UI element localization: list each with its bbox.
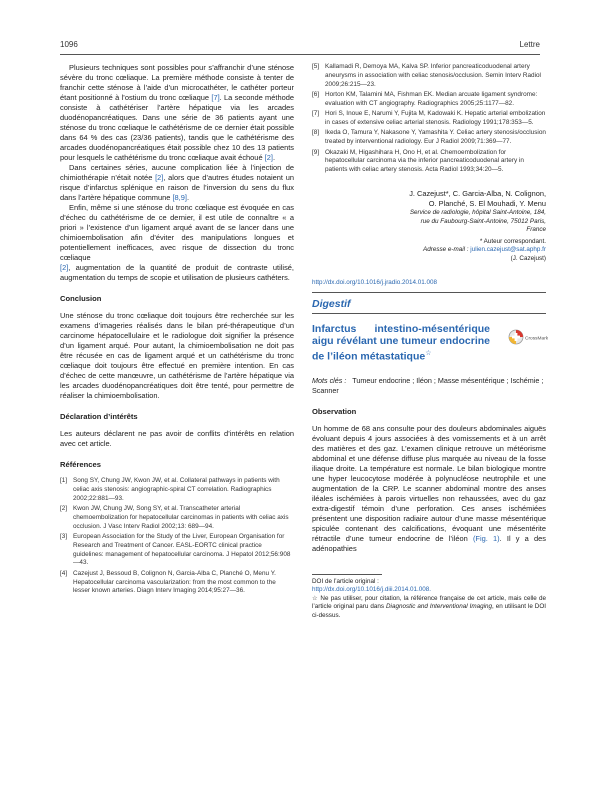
reference-item: [3] European Association for the Study of the Liver, European Organisation for Research and Treatment of Cancer. EASL-EORTC clinical practice guidelines: management of hepatocellular carcinoma. J Hepatol 2012;56:908—43. (60, 532, 291, 567)
citation-link[interactable]: [2] (60, 263, 69, 272)
doi-link[interactable]: http://dx.doi.org/10.1016/j.jradio.2014.01.008 (312, 278, 437, 286)
paragraph: Plusieurs techniques sont possibles pour s’affranchir d’une sténose sévère du tronc cœliaque. La première méthode consiste à tenter de franchir cette sténose à l’aide d’un microcathéter, le cathéter porteur étant positionné à l’ostium du tronc cœliaque [7]. La seconde méthode consiste à cathétériser l’artère hépatique via les arcades duodénopancréatiques. Dans une série de 36 patients ayant une sténose du tronc cœliaque le cathétérisme de ce dernier était possible dans 64 % des cas (23/36 patients), tandis que le cathétérisme des arcades duodénopancréatiques était possible chez 10 des 13 patients pour lesquels le cathétérisme du tronc cœliaque avait échoué [2]. (60, 63, 294, 162)
reference-list-right (312, 63, 546, 175)
header-rule (60, 54, 540, 55)
article-title: Infarctus intestino-mésentérique aigu révélant une tumeur endocrine de l’iléon métastatique☆ (312, 322, 490, 362)
footnote: ☆ Ne pas utiliser, pour citation, la référence française de cet article, mais celle de l’article original paru dans Diagnostic and Interventional Imaging, en utilisant le DOI ci-dessus. (312, 594, 547, 619)
footnote-rule (312, 574, 382, 575)
citation-link[interactable]: [7] (211, 93, 220, 102)
crossmark-label: CrossMark (525, 336, 548, 341)
email-link[interactable]: julien.cazejust@sat.aphp.fr (470, 246, 546, 254)
citation-link[interactable]: [8,9] (172, 193, 187, 202)
keywords: Mots clés : Tumeur endocrine ; Iléon ; Masse mésentérique ; Ischémie ; Scanner (312, 375, 544, 395)
observation-heading: Observation (312, 406, 357, 416)
right-column (312, 63, 546, 620)
figure-link[interactable]: (Fig. 1) (472, 533, 500, 543)
citation-link[interactable]: [2] (155, 173, 164, 182)
reference-list-left (60, 477, 294, 596)
reference-item: [4] Cazejust J, Bessoud B, Colignon N, Garcia-Alba C, Planché O, Menu Y. Hepatocellular carcinoma vascularization: from the most common to the lesser known arteries. Diagn Interv Imaging 2014;95:27—36. (60, 569, 276, 595)
affiliation: Service de radiologie, hôpital Saint-Antoine, 184, rue du Faubourg-Saint-Antoine, 75012 Paris, France (409, 208, 546, 234)
reference-item: [2] Kwon JW, Chung JW, Song SY, et al. Transcatheter arterial chemoembolization for hepatocellular carcinomas in patients with celiac axis occlusion. J Vasc Interv Radiol 2002;13: 689—94. (60, 504, 289, 530)
conclusion-heading: Conclusion (60, 294, 102, 303)
divider (312, 313, 546, 314)
author-list: J. Cazejust*, C. Garcia-Alba, N. Colignon, O. Planché, S. El Mouhadi, Y. Menu (409, 188, 546, 208)
running-header (60, 40, 540, 54)
divider (312, 292, 546, 293)
paragraph: Dans certaines séries, aucune complication liée à l’injection de chimiothérapie n’était notée [2], alors que d’autres études notaient un risque d’infarctus splénique en raison de l’inversion du sens du flux dans l’artère hépatique commune [8,9]. (60, 163, 294, 202)
reference-item: [9] Okazaki M, Higashihara H, Ono H, et al. Chemoembolization for hepatocellular carcinoma via the inferior pancreaticoduodenal artery in patients with celiac artery stenosis. Acta Radiol 1993;34:20—5. (312, 148, 524, 174)
conclusion-text: Une sténose du tronc cœliaque doit toujours être recherchée sur les examens d’imageries réalisés dans le bilan pré-thérapeutique d’un carcinome hépatocellulaire et le radiologue doit signifier la présence d’un ligament arqué. Pour autant, la chimioembolisation ne doit pas être récusée en cas de ligament arqué et un cathétérisme du tronc cœliaque doit toujours être effectué en première intention. En cas d’échec de cette manœuvre, un cathétérisme de l’artère hépatique via les arcades duodénopancréatiques doit être tenté, pour permettre de réaliser la chimioembolisation. (60, 311, 294, 400)
paragraph: Enfin, même si une sténose du tronc cœliaque est évoquée en cas d’échec du cathétérisme de ce dernier, il est utile de connaître « a priori » l’existence d’un ligament arqué avant de se lancer dans une chimioembolisation afin d’éviter des manipulations longues et potentiellement inefficaces, avec risque de dissection du tronc cœliaque [2], augmentation de la quantité de produit de contraste utilisé, augmentation du temps de scopie et utilisation de plusieurs cathéters. (60, 203, 294, 282)
interests-heading: Déclaration d’intérêts (60, 412, 138, 421)
left-column (60, 63, 294, 598)
reference-item: [8] Ikeda O, Tamura Y, Nakasone Y, Yamashita Y. Celiac artery stenosis/occlusion treated by interventional radiology. Eur J Radiol 2009;71:369—77. (312, 129, 546, 146)
section-rubric: Digestif (312, 297, 351, 310)
doi-original-link[interactable]: http://dx.doi.org/10.1016/j.diii.2014.01.008. (312, 586, 432, 594)
reference-item: [1] Song SY, Chung JW, Kwon JW, et al. Collateral pathways in patients with celiac axis stenosis: angiographic-spiral CT correlation. Radiographics 2002;22:881—93. (60, 477, 280, 502)
corresponding-author-name: (J. Cazejust) (510, 254, 546, 262)
crossmark-icon[interactable] (508, 327, 548, 353)
citation-link[interactable]: [2] (264, 153, 273, 162)
journal-section: Lettre (519, 40, 540, 49)
page-number: 1096 (60, 40, 78, 49)
interests-text: Les auteurs déclarent ne pas avoir de conflits d’intérêts en relation avec cet article. (60, 429, 294, 448)
reference-item: [5] Kallamadi R, Demoya MA, Kalva SP. Inferior pancreaticoduodenal artery aneurysms in association with celiac stenosis/occlusion. Semin Interv Radiol 2009;26:215—23. (312, 63, 541, 88)
observation-text: Un homme de 68 ans consulte pour des douleurs abdominales aiguës évoluant depuis 4 jours associées à des vomissements et à un arrêt des matières et des gaz. L’examen clinique retrouve un météorisme abdominal et une défense diffuse plus marquée au niveau de la fosse iliaque droite. La température est normale. Le bilan biologique montre une hyper leucocytose modérée à polynucléose neutrophile et une augmentation de la CRP. Le scanner abdominal montre des anses iléales ischémiées à parois virtuelles non rehaussées, avec du gaz extra-digestif témoin d’une perforation. Ces anses ischémiées présentent une disposition radiaire autour d’une masse mésentérique spiculée contenant des calcifications, évoquant une mésentérite rétractile d’une tumeur endocrine de l’iléon (Fig. 1). Il y a des adénopathies (312, 423, 546, 553)
references-heading: Références (60, 460, 101, 469)
corresponding-author-note: * Auteur correspondant. Adresse e-mail : julien.cazejust@sat.aphp.fr (423, 237, 546, 254)
reference-item: [6] Horton KM, Talamini MA, Fishman EK. Median arcuate ligament syndrome: evaluation with CT angiography. Radiographics 2005;25:1177—82. (312, 90, 538, 107)
doi-original: DOI de l’article original : http://dx.doi.org/10.1016/j.diii.2014.01.008. (312, 577, 432, 594)
reference-item: [7] Hori S, Inoue E, Narumi Y, Fujita M, Kadowaki K. Hepatic arterial embolization in cases of extensive celiac arterial stenosis. Radiology 1991;178:353—5. (312, 110, 546, 126)
article-title-block (312, 323, 546, 363)
